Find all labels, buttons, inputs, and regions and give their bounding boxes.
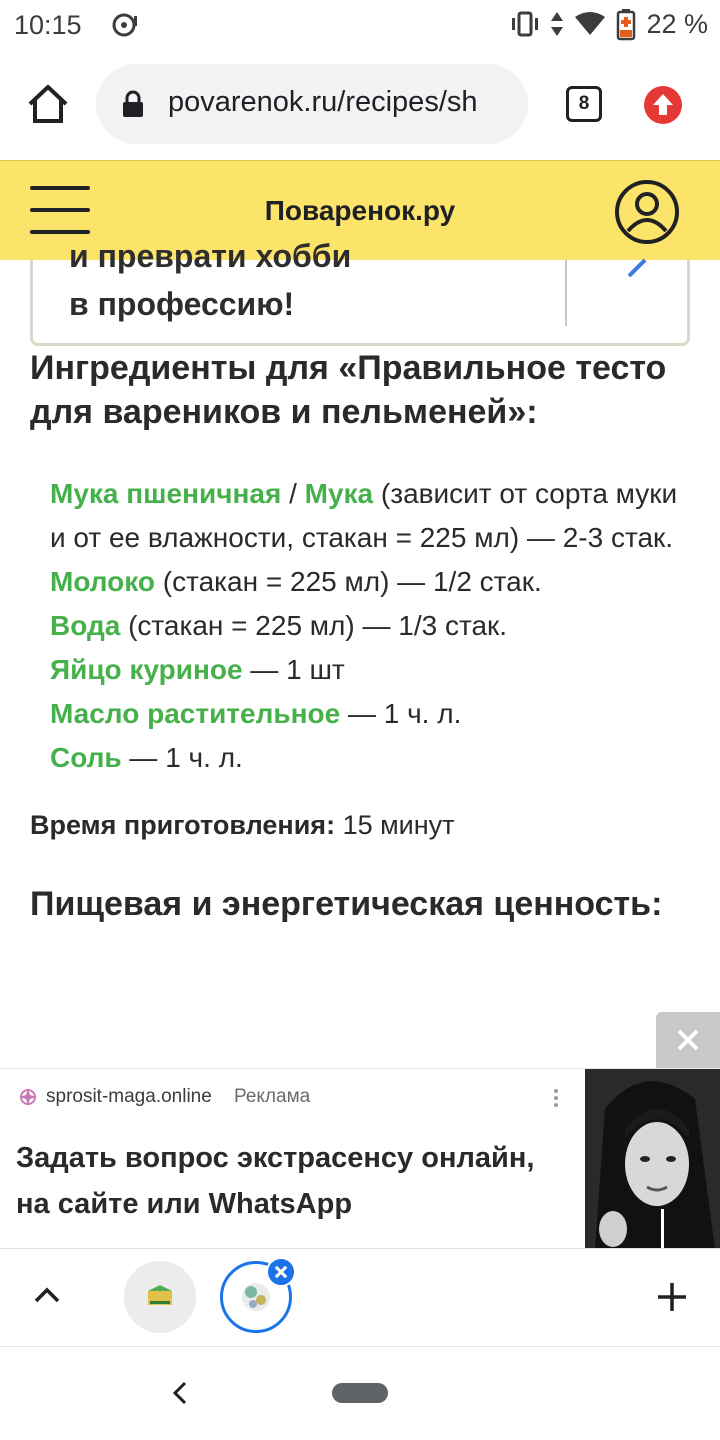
ingredient-link[interactable]: Соль [50, 742, 122, 773]
ingredients-list [30, 472, 690, 780]
wifi-icon [574, 11, 606, 37]
top-ad-banner[interactable] [30, 238, 690, 346]
more-options-icon[interactable] [552, 1087, 560, 1109]
top-ad-line1: и преврати хобби [69, 238, 352, 274]
account-icon[interactable] [614, 179, 680, 245]
ingredient-link[interactable]: Яйцо куриное [50, 654, 243, 685]
nutrition-heading: Пищевая и энергетическая ценность: [30, 885, 663, 923]
close-tab-icon[interactable] [266, 1257, 296, 1287]
ingredient-item [50, 560, 690, 604]
tab-switcher-button[interactable]: 8 [566, 86, 602, 122]
ad-label: Реклама [234, 1086, 311, 1107]
site-title[interactable]: Поваренок.ру [264, 195, 456, 226]
ad-title[interactable]: Задать вопрос экстрасенсу онлайн, на сайте или WhatsApp [16, 1142, 535, 1220]
ingredients-heading: Ингредиенты для «Правильное тесто для вареников и пельменей»: [30, 349, 667, 431]
tab-strip [0, 1248, 720, 1346]
ingredient-link[interactable]: Вода [50, 610, 121, 641]
ingredient-link[interactable]: Мука пшеничная [50, 478, 282, 509]
chevron-up-icon[interactable] [32, 1283, 62, 1307]
ad-image[interactable] [585, 1069, 720, 1249]
tab-thumbnail[interactable] [124, 1261, 196, 1333]
ingredient-item [50, 648, 690, 692]
battery-percent: 22 % [646, 8, 708, 39]
status-time: 10:15 [14, 10, 82, 40]
address-bar[interactable] [96, 64, 528, 144]
url-text[interactable]: povarenok.ru/recipes/sh [168, 86, 478, 118]
content-fade [0, 1030, 720, 1070]
status-icons [510, 8, 708, 40]
ingredient-item [50, 692, 690, 736]
update-icon[interactable] [644, 86, 682, 124]
cook-time-value: 15 минут [335, 810, 455, 840]
ingredient-item [50, 604, 690, 648]
ingredient-detail: — 1 шт [242, 654, 345, 685]
ingredient-link[interactable]: Молоко [50, 566, 155, 597]
lock-icon [122, 90, 144, 118]
battery-icon [616, 8, 636, 40]
status-bar [0, 0, 720, 52]
back-icon[interactable] [170, 1381, 190, 1405]
close-ad-button[interactable] [656, 1012, 720, 1068]
cast-icon [112, 12, 138, 38]
ad-source-icon [18, 1087, 38, 1107]
ingredient-separator: / [281, 478, 305, 509]
ingredient-item [50, 736, 690, 780]
sticky-ad[interactable] [0, 1068, 720, 1248]
cook-time-label: Время приготовления: [30, 810, 336, 840]
arrow-icon[interactable] [623, 260, 647, 278]
system-nav-bar [0, 1346, 720, 1440]
top-ad-line2: в профессию! [69, 286, 295, 322]
vibrate-icon [510, 10, 540, 38]
home-pill[interactable] [332, 1383, 388, 1403]
ingredient-detail: (стакан = 225 мл) — 1/2 стак. [155, 566, 542, 597]
recipe-content [30, 346, 690, 927]
ingredient-detail: — 1 ч. л. [340, 698, 462, 729]
ad-source[interactable]: sprosit-maga.online [46, 1086, 212, 1107]
cook-time [30, 810, 690, 841]
data-transfer-icon [550, 10, 564, 38]
browser-toolbar [0, 52, 720, 160]
ingredient-item [50, 472, 690, 560]
ingredient-link[interactable]: Мука [304, 478, 374, 509]
ingredient-detail: (стакан = 225 мл) — 1/3 стак. [120, 610, 508, 641]
ingredient-detail: (зависит от сорта муки и от ее влажности, стакан = 225 мл) — 2-3 стак. [50, 478, 678, 553]
ingredient-link[interactable]: Масло растительное [50, 698, 341, 729]
top-ad-divider [565, 260, 567, 326]
ingredient-detail: — 1 ч. л. [121, 742, 243, 773]
home-icon[interactable] [26, 82, 70, 126]
plus-icon[interactable] [656, 1281, 688, 1313]
